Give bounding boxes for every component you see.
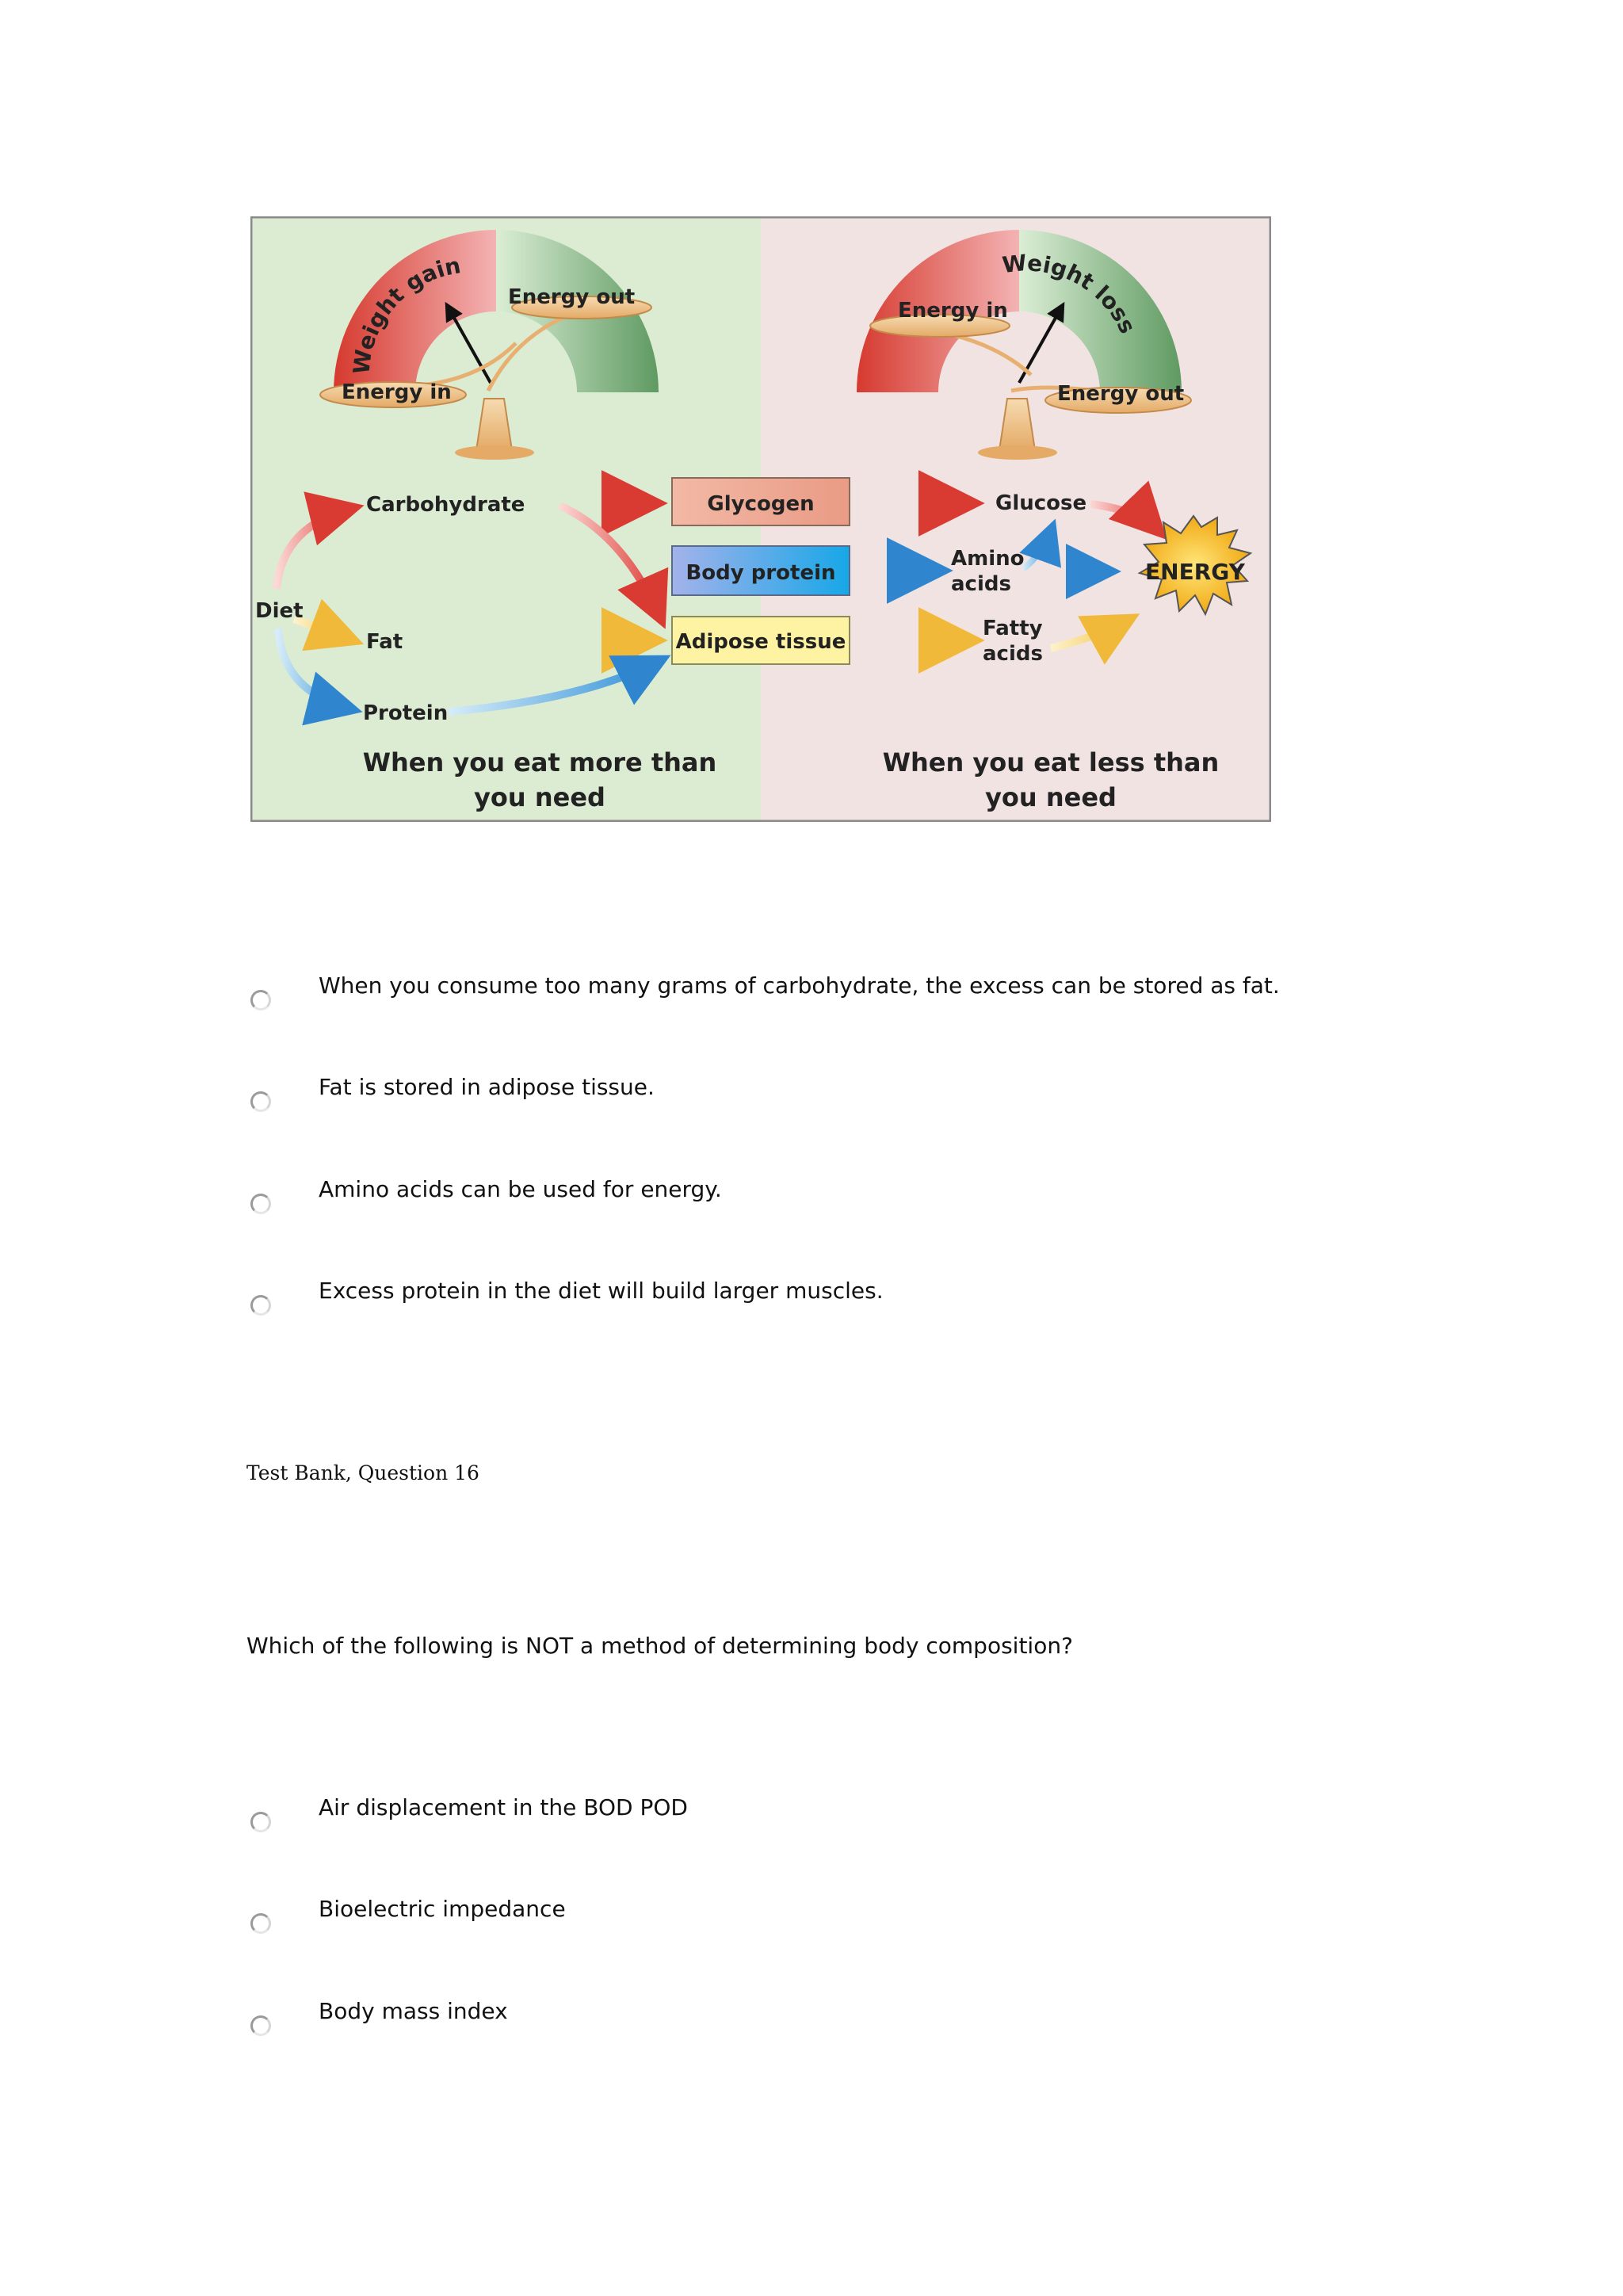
amino-acids-label-2: acids <box>951 572 1011 596</box>
question-16-text: Which of the following is NOT a method of determining body composition? <box>246 1633 1073 1659</box>
fatty-acids-label-1: Fatty <box>983 617 1043 640</box>
right-energy-out-label: Energy out <box>1057 382 1185 406</box>
fat-label: Fat <box>366 630 403 654</box>
fatty-acids-label-2: acids <box>983 642 1043 666</box>
energy-label: ENERGY <box>1145 559 1245 585</box>
radio-button[interactable] <box>250 1812 271 1832</box>
q15-option-1[interactable] <box>250 972 1439 1020</box>
carbohydrate-label: Carbohydrate <box>366 493 525 517</box>
radio-button[interactable] <box>250 990 271 1010</box>
radio-button[interactable] <box>250 1913 271 1934</box>
caption-less-line-2: you need <box>985 782 1117 812</box>
q16-option-1[interactable] <box>250 1794 1439 1842</box>
glucose-label: Glucose <box>995 491 1087 515</box>
radio-button[interactable] <box>250 1295 271 1316</box>
option-label: Air displacement in the BOD POD <box>319 1794 688 1820</box>
option-label: Amino acids can be used for energy. <box>319 1176 722 1202</box>
radio-button[interactable] <box>250 1091 271 1112</box>
protein-label: Protein <box>363 701 449 725</box>
caption-less-line-1: When you eat less than <box>882 747 1220 777</box>
diet-label: Diet <box>255 599 304 623</box>
q15-option-3[interactable] <box>250 1176 1439 1224</box>
caption-more-line-2: you need <box>474 782 605 812</box>
adipose-tissue-label: Adipose tissue <box>675 630 846 654</box>
q15-option-2[interactable] <box>250 1074 1439 1121</box>
weight-loss-label: Weight loss <box>1000 249 1141 338</box>
glycogen-label: Glycogen <box>707 492 815 516</box>
option-label: Body mass index <box>319 1998 508 2024</box>
body-protein-label: Body protein <box>685 561 836 585</box>
energy-balance-figure <box>250 216 1271 822</box>
question-16-label: Test Bank, Question 16 <box>246 1461 479 1484</box>
q15-option-4[interactable] <box>250 1278 1439 1325</box>
radio-button[interactable] <box>250 2015 271 2036</box>
right-energy-in-label: Energy in <box>898 299 1008 323</box>
q16-option-3[interactable] <box>250 1998 1439 2046</box>
left-energy-in-label: Energy in <box>342 380 452 404</box>
option-label: When you consume too many grams of carbohydrate, the excess can be stored as fat. <box>319 972 1280 999</box>
option-label: Bioelectric impedance <box>319 1896 566 1922</box>
option-label: Fat is stored in adipose tissue. <box>319 1074 655 1100</box>
amino-acids-label-1: Amino <box>951 547 1025 571</box>
weight-gain-label: Weight gain <box>348 252 463 376</box>
option-label: Excess protein in the diet will build larger muscles. <box>319 1278 884 1304</box>
radio-button[interactable] <box>250 1194 271 1214</box>
caption-more-line-1: When you eat more than <box>362 747 717 777</box>
left-energy-out-label: Energy out <box>508 285 636 309</box>
q16-option-2[interactable] <box>250 1896 1439 1943</box>
